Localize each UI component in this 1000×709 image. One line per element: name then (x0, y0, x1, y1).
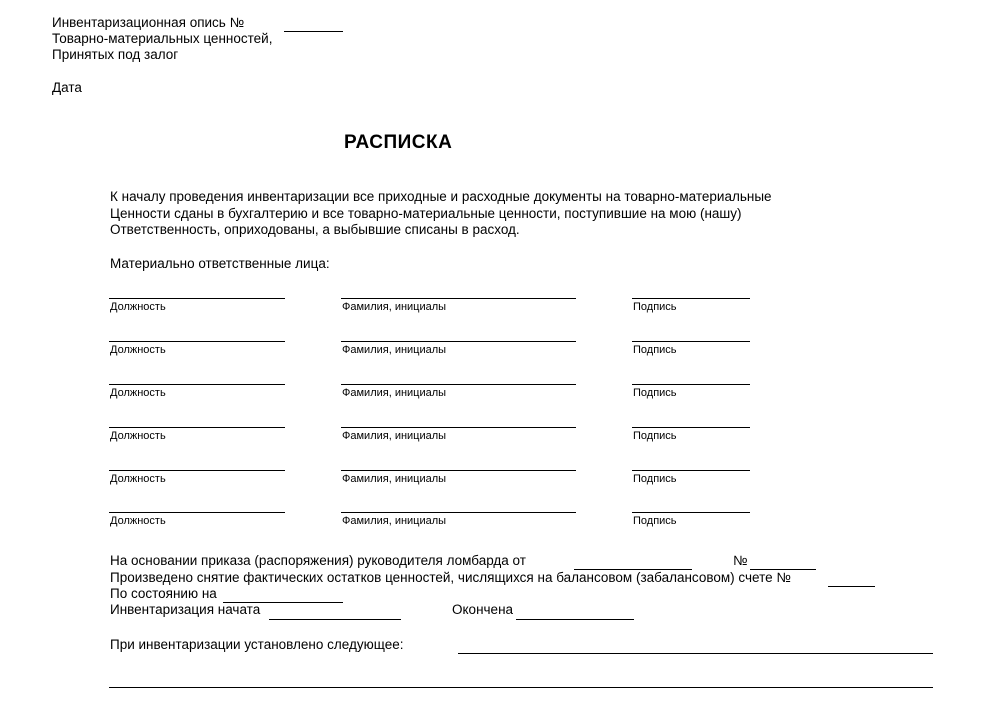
name-caption: Фамилия, инициалы (342, 430, 447, 442)
position-caption: Должность (110, 387, 166, 399)
header-line-2: Товарно-материальных ценностей, (52, 31, 273, 46)
name-field[interactable] (341, 384, 576, 385)
signature-field[interactable] (632, 341, 750, 342)
signature-field[interactable] (632, 470, 750, 471)
state-date-label: По состоянию на (110, 586, 217, 601)
document-title: РАСПИСКА (344, 132, 453, 153)
account-number-field[interactable] (828, 586, 875, 587)
position-field[interactable] (109, 427, 285, 428)
name-field[interactable] (341, 427, 576, 428)
signature-caption: Подпись (633, 515, 677, 527)
removal-label: Произведено снятие фактических остатков ценностей, числящихся на балансовом (забалансовом) счете № (110, 570, 791, 585)
intro-line-2: Ценности сданы в бухгалтерию и все товарно-материальные ценности, поступившие на мою (нашу) (110, 206, 742, 221)
inventory-started-label: Инвентаризация начата (110, 602, 261, 617)
order-number-label: № (733, 553, 748, 568)
signature-caption: Подпись (633, 473, 677, 485)
signature-caption: Подпись (633, 387, 677, 399)
findings-field-line-2[interactable] (109, 687, 933, 688)
inventory-finished-label: Окончена (452, 602, 514, 617)
signature-field[interactable] (632, 427, 750, 428)
signature-field[interactable] (632, 298, 750, 299)
findings-label: При инвентаризации установлено следующее: (110, 637, 404, 652)
name-field[interactable] (341, 341, 576, 342)
name-caption: Фамилия, инициалы (342, 301, 447, 313)
inventory-number-label: Инвентаризационная опись № (52, 15, 245, 30)
signature-field[interactable] (632, 512, 750, 513)
position-caption: Должность (110, 430, 166, 442)
intro-line-3: Ответственность, оприходованы, а выбывшие списаны в расход. (110, 222, 520, 237)
signature-field[interactable] (632, 384, 750, 385)
name-field[interactable] (341, 512, 576, 513)
position-caption: Должность (110, 515, 166, 527)
header-line-3: Принятых под залог (52, 47, 179, 62)
inventory-number-field[interactable] (284, 31, 343, 32)
name-caption: Фамилия, инициалы (342, 344, 447, 356)
position-field[interactable] (109, 298, 285, 299)
position-field[interactable] (109, 512, 285, 513)
position-field[interactable] (109, 384, 285, 385)
name-caption: Фамилия, инициалы (342, 473, 447, 485)
signature-caption: Подпись (633, 430, 677, 442)
name-caption: Фамилия, инициалы (342, 515, 447, 527)
inventory-started-field[interactable] (269, 619, 401, 620)
responsible-persons-label: Материально ответственные лица: (110, 256, 330, 271)
intro-line-1: К началу проведения инвентаризации все приходные и расходные документы на товарно-материальные (110, 189, 772, 204)
date-label: Дата (52, 80, 82, 95)
name-field[interactable] (341, 470, 576, 471)
inventory-finished-field[interactable] (516, 619, 634, 620)
position-caption: Должность (110, 473, 166, 485)
order-basis-label: На основании приказа (распоряжения) руководителя ломбарда от (110, 553, 526, 568)
position-caption: Должность (110, 301, 166, 313)
signature-caption: Подпись (633, 301, 677, 313)
name-caption: Фамилия, инициалы (342, 387, 447, 399)
position-field[interactable] (109, 470, 285, 471)
position-caption: Должность (110, 344, 166, 356)
signature-caption: Подпись (633, 344, 677, 356)
findings-field-line-1[interactable] (458, 653, 933, 654)
position-field[interactable] (109, 341, 285, 342)
name-field[interactable] (341, 298, 576, 299)
